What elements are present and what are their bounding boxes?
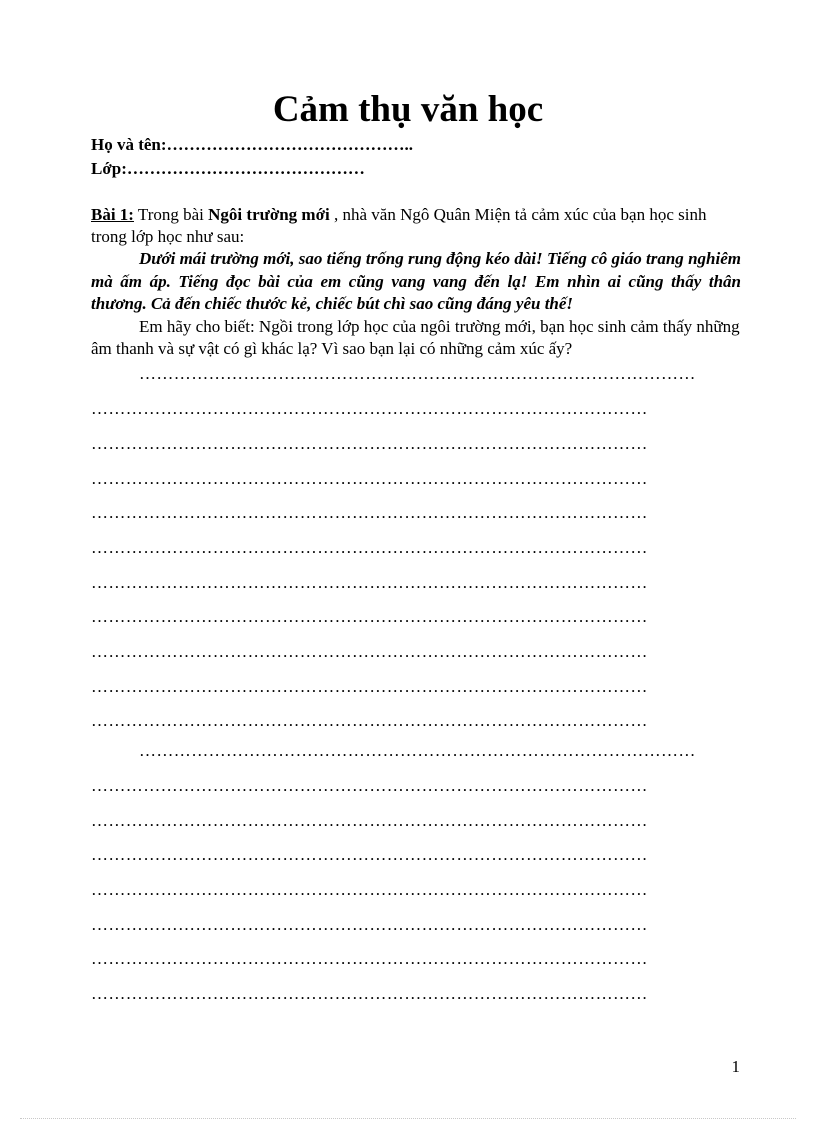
answer-line[interactable]: ……………………………………………………………………………………: [91, 399, 648, 418]
answer-line[interactable]: ……………………………………………………………………………………: [91, 573, 648, 592]
answer-line[interactable]: ……………………………………………………………………………………: [91, 949, 648, 968]
exercise-1-intro: [91, 204, 741, 248]
answer-line[interactable]: ……………………………………………………………………………………: [91, 811, 648, 830]
page-title: Cảm thụ văn học: [272, 89, 544, 130]
page-number: 1: [731, 1057, 740, 1076]
answer-line[interactable]: ……………………………………………………………………………………: [91, 845, 648, 864]
answer-line[interactable]: ……………………………………………………………………………………: [91, 915, 648, 934]
answer-line[interactable]: ……………………………………………………………………………………: [139, 741, 696, 760]
exercise-1-label: Bài 1:: [91, 205, 134, 224]
answer-line[interactable]: ……………………………………………………………………………………: [139, 364, 696, 383]
answer-line[interactable]: ……………………………………………………………………………………: [91, 776, 648, 795]
answer-line[interactable]: ……………………………………………………………………………………: [91, 607, 648, 626]
student-name-field: Họ và tên:……………………………………..: [91, 135, 414, 154]
page-bottom-divider: [20, 1118, 796, 1119]
answer-line[interactable]: ……………………………………………………………………………………: [91, 677, 648, 696]
exercise-1-question: Em hãy cho biết: Ngồi trong lớp học của ngôi trường mới, bạn học sinh cảm thấy những âm thanh và sự vật có gì khác lạ? Vì sao bạn lại có những cảm xúc ấy?: [91, 317, 740, 358]
answer-line[interactable]: ……………………………………………………………………………………: [91, 642, 648, 661]
exercise-1-quote: Dưới mái trường mới, sao tiếng trống rung động kéo dài! Tiếng cô giáo trang nghiêm mà ấm áp. Tiếng đọc bài của em cũng vang vang đến lạ! Em nhìn ai cũng thấy thân thương. Cả đến chiếc thước kẻ, chiếc bút chì sao cũng đáng yêu thế!: [91, 249, 741, 313]
answer-line[interactable]: ……………………………………………………………………………………: [91, 469, 648, 488]
answer-line[interactable]: ……………………………………………………………………………………: [91, 434, 648, 453]
answer-line[interactable]: ……………………………………………………………………………………: [91, 984, 648, 1003]
exercise-1-work-title: Ngôi trường mới: [208, 205, 330, 224]
answer-line[interactable]: ……………………………………………………………………………………: [91, 880, 648, 899]
answer-line[interactable]: ……………………………………………………………………………………: [91, 503, 648, 522]
answer-line[interactable]: ……………………………………………………………………………………: [91, 711, 648, 730]
exercise-1-intro-before: Trong bài: [133, 205, 209, 224]
exercise-1-intro-after: , nhà văn Ngô Quân Miện tả cảm xúc của bạn học sinh trong lớp học như sau:: [91, 205, 707, 246]
answer-line[interactable]: ……………………………………………………………………………………: [91, 538, 648, 557]
student-class-field: Lớp:……………………………………: [91, 159, 365, 178]
